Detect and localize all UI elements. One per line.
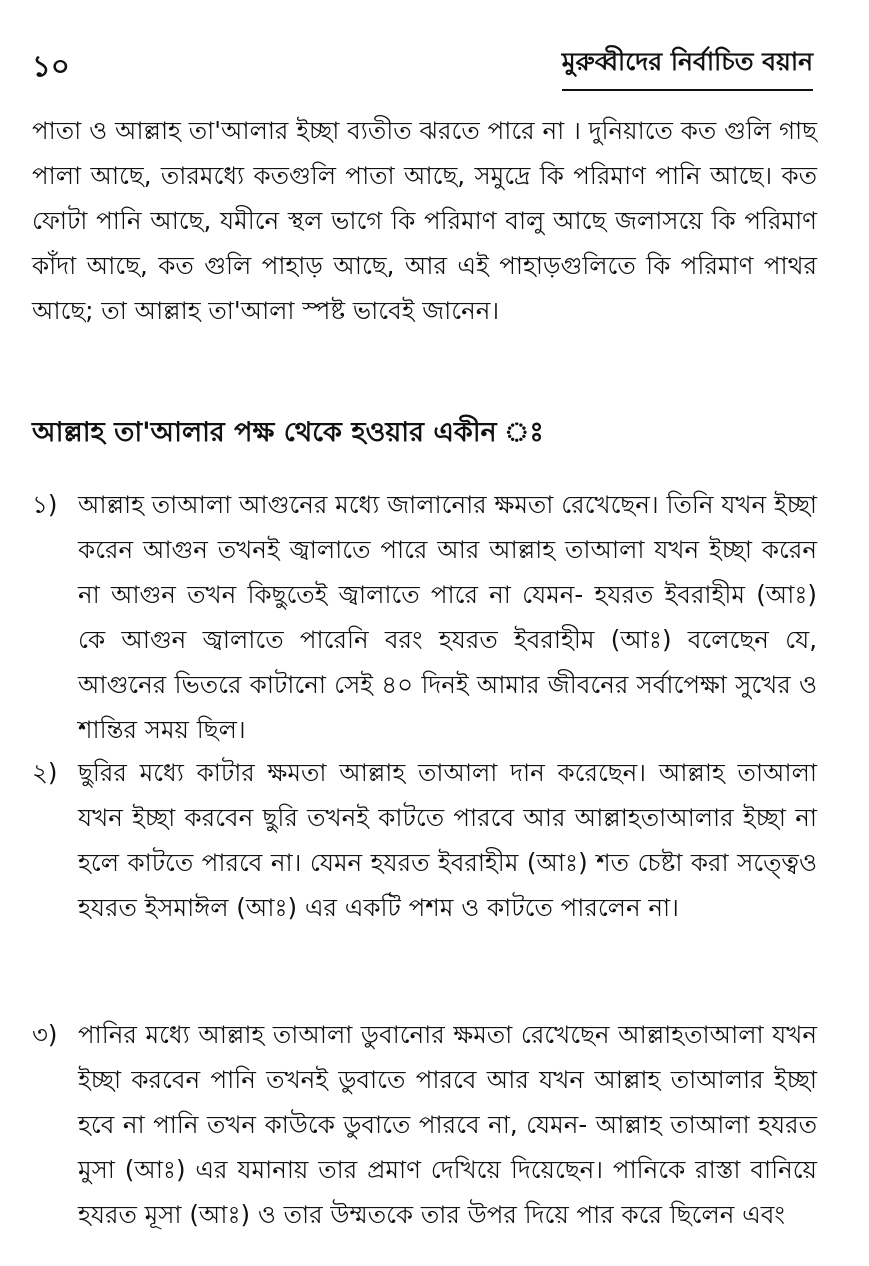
list-item-3	[32, 1012, 817, 1237]
page-number: ১০	[32, 49, 70, 83]
section-heading: আল্লাহ তা'আলার পক্ষ থেকে হওয়ার একীন ঃ	[32, 417, 544, 448]
running-title: মুরুব্বীদের নির্বাচিত বয়ান	[562, 42, 813, 91]
item-text: পানির মধ্যে আল্লাহ তাআলা ডুবানোর ক্ষমতা রেখেছেন আল্লাহতাআলা যখন ইচ্ছা করবেন পানি তখনই ডুবাতে পারবে আর যখন আল্লাহ তাআলার ইচ্ছা হবে না পানি তখন কাউকে ডুবাতে পারবে না, যেমন- আল্লাহ তাআলা হযরত মুসা (আঃ) এর যমানায় তার প্রমাণ দেখিয়ে দিয়েছেন। পানিকে রাস্তা বানিয়ে হযরত মূসা (আঃ) ও তার উম্মতকে তার উপর দিয়ে পার করে ছিলেন এবং	[78, 1020, 817, 1229]
item-number: ১)	[32, 490, 58, 519]
intro-paragraph: পাতা ও আল্লাহ তা'আলার ইচ্ছা ব্যতীত ঝরতে পারে না । দুনিয়াতে কত গুলি গাছ পালা আছে, তারমধ্যে কতগুলি পাতা আছে, সমুদ্রে কি পরিমাণ পানি আছে। কত ফোটা পানি আছে, যমীনে স্থল ভাগে কি পরিমাণ বালু আছে জলাসয়ে কি পরিমাণ কাঁদা আছে, কত গুলি পাহাড় আছে, আর এই পাহাড়গুলিতে কি পরিমাণ পাথর আছে; তা আল্লাহ তা'আলা স্পষ্ট ভাবেই জানেন।	[32, 116, 817, 325]
item-text: ছুরির মধ্যে কাটার ক্ষমতা আল্লাহ তাআলা দান করেছেন। আল্লাহ তাআলা যখন ইচ্ছা করবেন ছুরি তখনই কাটতে পারবে আর আল্লাহতাআলার ইচ্ছা না হলে কাটতে পারবে না। যেমন হযরত ইবরাহীম (আঃ) শত চেষ্টা করা সত্ত্বেও হযরত ইসমাঈল (আঃ) এর একটি পশম ও কাটতে পারলেন না।	[78, 758, 817, 922]
page-header	[32, 38, 813, 86]
item-number: ২)	[32, 758, 58, 787]
list-item-1	[32, 482, 817, 752]
list-item-2	[32, 750, 817, 930]
item-text: আল্লাহ তাআলা আগুনের মধ্যে জালানোর ক্ষমতা রেখেছেন। তিনি যখন ইচ্ছা করেন আগুন তখনই জ্বালাতে পারে আর আল্লাহ তাআলা যখন ইচ্ছা করেন না আগুন তখন কিছুতেই জ্বালাতে পারে না যেমন- হযরত ইবরাহীম (আঃ) কে আগুন জ্বালাতে পারেনি বরং হযরত ইবরাহীম (আঃ) বলেছেন যে, আগুনের ভিতরে কাটানো সেই ৪০ দিনই আমার জীবনের সর্বাপেক্ষা সুখের ও শান্তির সময় ছিল।	[78, 490, 817, 744]
item-number: ৩)	[32, 1020, 58, 1049]
